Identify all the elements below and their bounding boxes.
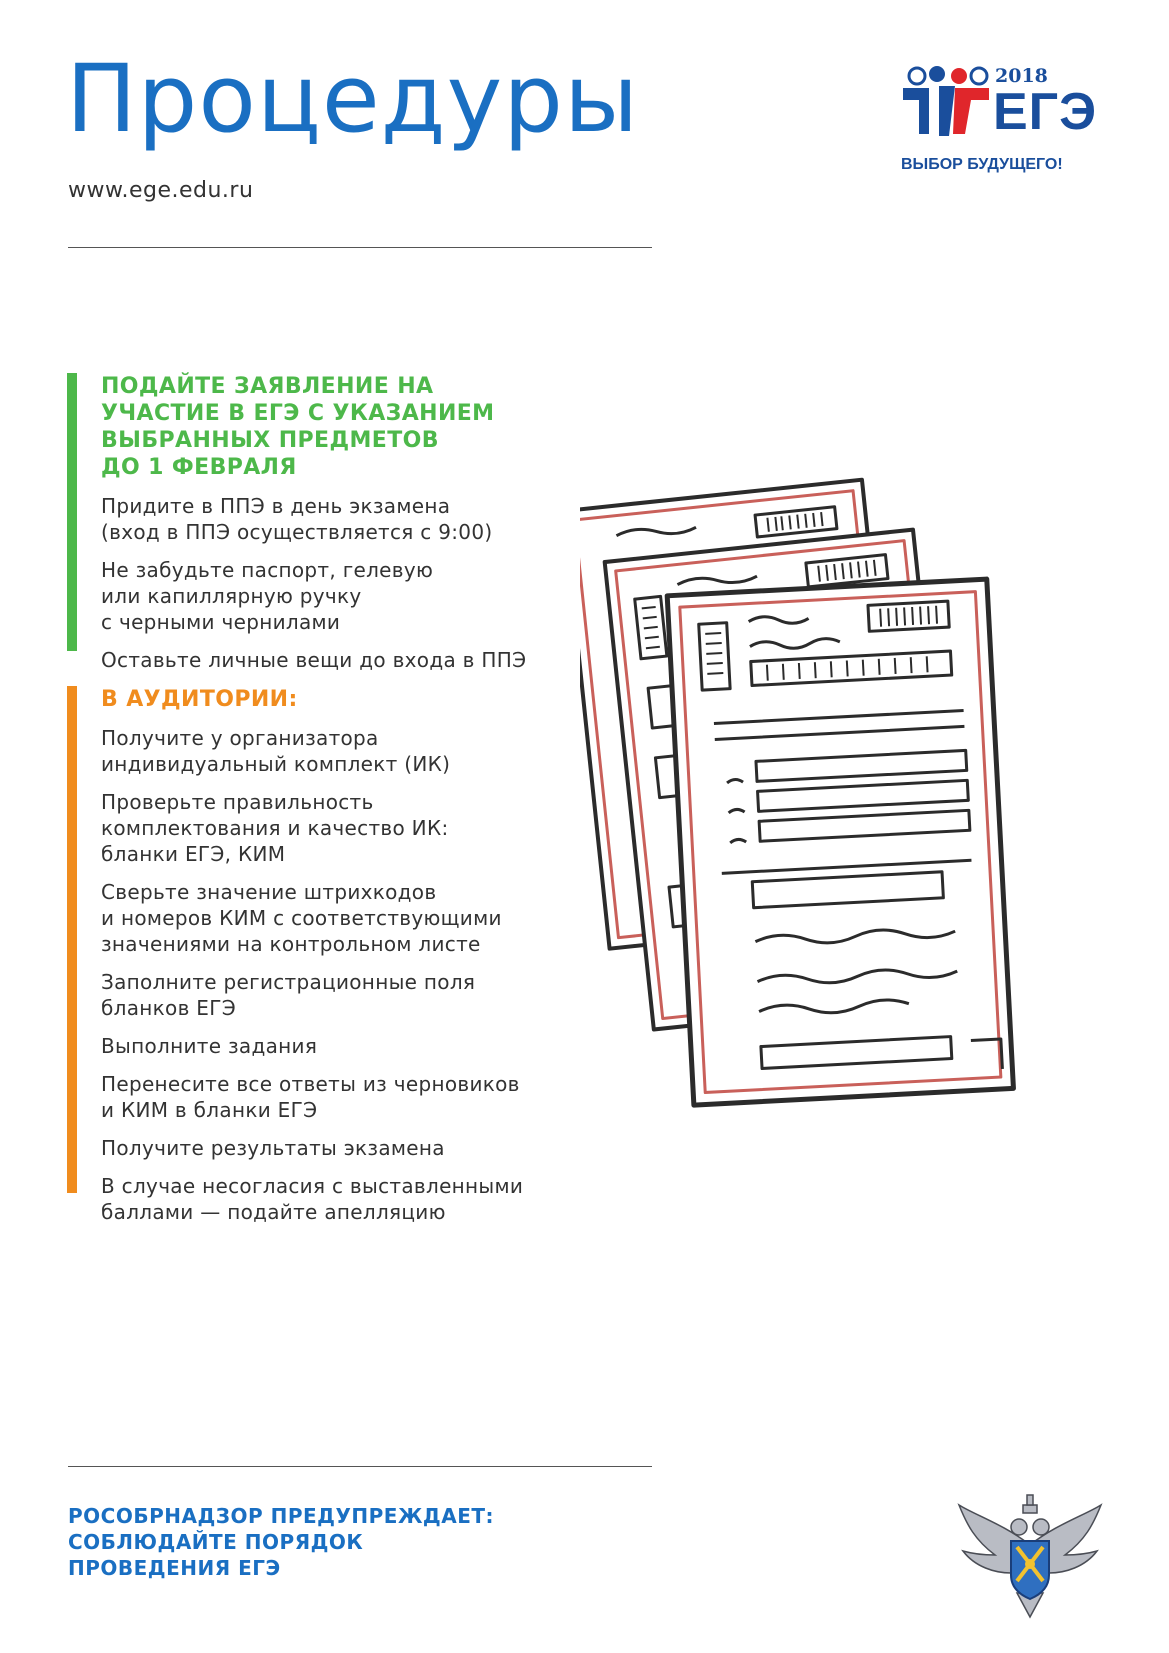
list-item: Выполните задания <box>101 1034 318 1058</box>
list-item: В случае несогласия с выставленными баллами — подайте апелляцию <box>101 1174 524 1224</box>
website-url[interactable]: www.ege.edu.ru <box>68 178 254 203</box>
logo-year: 2018 <box>995 65 1048 87</box>
rosobrnadzor-warning: РОСОБРНАДЗОР ПРЕДУПРЕЖДАЕТ: СОБЛЮДАЙТЕ ПОРЯДОК ПРОВЕДЕНИЯ ЕГЭ <box>68 1504 495 1580</box>
section-heading-auditorium: В АУДИТОРИИ: <box>101 687 298 712</box>
exam-forms-illustration-icon <box>580 455 1100 1145</box>
ege-logo <box>895 60 1115 185</box>
section-in-auditorium <box>67 686 523 1225</box>
page-title: Процедуры <box>66 45 640 154</box>
list-item: Придите в ППЭ в день экзамена (вход в ППЭ осуществляется с 9:00) <box>101 494 493 544</box>
bottom-divider <box>68 1466 652 1467</box>
top-divider <box>68 247 652 248</box>
section-heading-application: ПОДАЙТЕ ЗАЯВЛЕНИЕ НА УЧАСТИЕ В ЕГЭ С УКАЗАНИЕМ ВЫБРАННЫХ ПРЕДМЕТОВ ДО 1 ФЕВРАЛЯ <box>101 374 495 480</box>
green-accent-bar <box>67 373 77 651</box>
logo-name: ЕГЭ <box>993 83 1098 141</box>
list-item: Получите у организатора индивидуальный комплект (ИК) <box>101 726 451 776</box>
people-figures-icon <box>899 64 999 144</box>
logo-tagline: ВЫБОР БУДУЩЕГО! <box>901 156 1063 173</box>
list-item: Оставьте личные вещи до входа в ППЭ <box>101 648 527 672</box>
list-item: Заполните регистрационные поля бланков ЕГЭ <box>101 970 476 1020</box>
rosobrnadzor-eagle-emblem-icon <box>955 1485 1105 1625</box>
auditorium-list <box>67 725 523 1225</box>
before-exam-list <box>67 493 526 673</box>
list-item: Сверьте значение штрихкодов и номеров КИМ с соответствующими значениями на контрольном листе <box>101 880 502 956</box>
orange-accent-bar <box>67 686 77 1193</box>
list-item: Не забудьте паспорт, гелевую или капиллярную ручку с черными чернилами <box>101 558 434 634</box>
list-item: Проверьте правильность комплектования и качество ИК: бланки ЕГЭ, КИМ <box>101 790 449 866</box>
list-item: Получите результаты экзамена <box>101 1136 445 1160</box>
list-item: Перенесите все ответы из черновиков и КИМ в бланки ЕГЭ <box>101 1072 520 1122</box>
section-before-exam <box>67 373 526 673</box>
